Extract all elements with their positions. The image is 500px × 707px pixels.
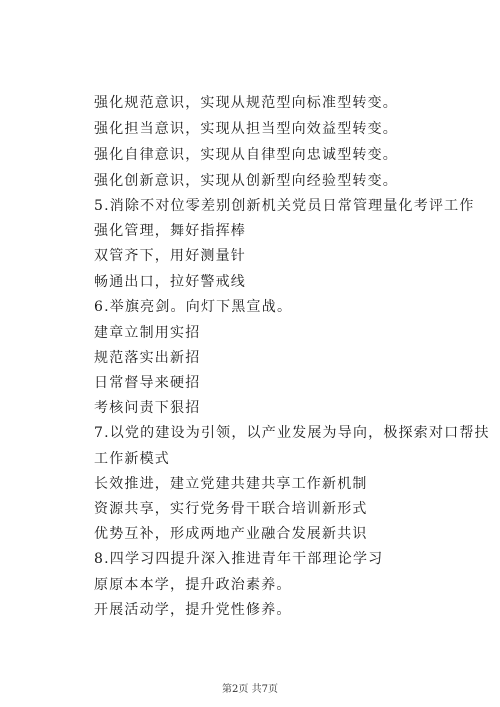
text-line: 日常督导来硬招	[94, 375, 201, 391]
text-line: 强化担当意识，实现从担当型向效益型转变。	[94, 121, 398, 137]
text-line: 长效推进，建立党建共建共享工作新机制	[94, 476, 368, 492]
text-line: 建章立制用实招	[94, 325, 201, 341]
text-line: 工作新模式	[94, 451, 170, 467]
section-heading: 6.举旗亮剑。向灯下黑宣战。	[94, 299, 293, 315]
text-line: 规范落实出新招	[94, 350, 201, 366]
section-heading: 8.四学习四提升深入推进青年干部理论学习	[94, 551, 384, 567]
text-line: 强化规范意识，实现从规范型向标准型转变。	[94, 95, 398, 111]
text-line: 强化管理，舞好指挥棒	[94, 223, 246, 239]
text-line: 资源共享，实行党务骨干联合培训新形式	[94, 501, 368, 517]
text-line: 考核问责下狠招	[94, 400, 201, 416]
section-heading: 5.消除不对位零差别创新机关党员日常管理量化考评工作	[94, 198, 475, 214]
text-line: 双管齐下，用好测量针	[94, 248, 246, 264]
section-heading: 7.以党的建设为引领，以产业发展为导向，极探索对口帮扶	[94, 425, 490, 441]
text-line: 原原本本学，提升政治素养。	[94, 577, 292, 593]
text-line: 畅通出口，拉好警戒线	[94, 274, 246, 290]
text-line: 开展活动学，提升党性修养。	[94, 602, 292, 618]
text-line: 强化创新意识，实现从创新型向经验型转变。	[94, 173, 398, 189]
text-line: 优势互补，形成两地产业融合发展新共识	[94, 526, 368, 542]
page-number-footer: 第2页 共7页	[222, 684, 278, 695]
text-line: 强化自律意识，实现从自律型向忠诚型转变。	[94, 147, 398, 163]
